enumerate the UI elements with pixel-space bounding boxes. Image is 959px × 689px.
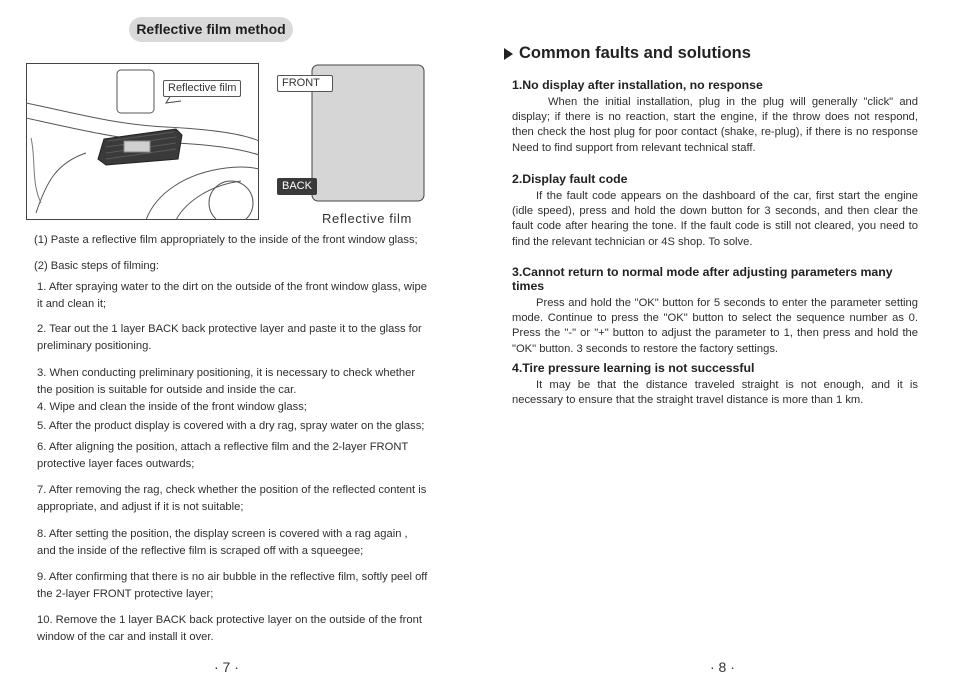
section-title-pill: Reflective film method [129,17,293,42]
front-tag: FRONT [277,75,333,92]
page-title-text: Common faults and solutions [519,44,751,62]
fault-heading: 4.Tire pressure learning is not successful [512,361,755,375]
page-number-left: · 7 · [214,659,239,675]
list-item: 5. After the product display is covered with a dry rag, spray water on the glass; [37,420,425,432]
fault-heading: 3.Cannot return to normal mode after adjusting parameters many times [512,265,893,293]
fault-section [512,361,918,408]
list-item: 6. After aligning the position, attach a reflective film and the 2-layer FRONT protective layer faces outwards; [37,441,409,470]
list-item: 9. After confirming that there is no air bubble in the reflective film, softly peel off the 2-layer FRONT protective layer; [37,571,428,600]
fault-body: It may be that the distance traveled straight is not enough, and it is necessary to ensure that the straight travel distance is more than 1 km. [512,379,918,407]
fault-heading: 2.Display fault code [512,172,628,186]
page-number-right: · 8 · [710,659,735,675]
instruction-list [34,0,426,689]
list-item: (1) Paste a reflective film appropriately to the inside of the front window glass; [34,234,418,246]
triangle-bullet-icon [504,48,513,60]
page-title [504,44,751,63]
film-caption: Reflective film [322,211,412,226]
list-item: 10. Remove the 1 layer BACK back protective layer on the outside of the front window of the car and install it over. [37,614,422,643]
fault-body: When the initial installation, plug in the plug will generally "click" and display; if there is no reaction, start the engine, if the throw does not respond, then check the host plug for poor contact (shake, re-plug), if there is no response Need to find support from relevant technical staff. [512,96,918,154]
list-item: 3. When conducting preliminary positioning, it is necessary to check whether the position is suitable for outside and inside the car. [37,367,416,396]
list-item: 2. Tear out the 1 layer BACK back protective layer and paste it to the glass for preliminary positioning. [37,323,422,352]
list-item: 1. After spraying water to the dirt on the outside of the front window glass, wipe it and clean it; [37,281,427,310]
list-item: 8. After setting the position, the display screen is covered with a rag again , and the inside of the reflective film is scraped off with a squeegee; [37,528,408,557]
list-item: 4. Wipe and clean the inside of the front window glass; [37,401,307,413]
back-tag: BACK [277,178,317,195]
fault-body: If the fault code appears on the dashboard of the car, first start the engine (idle speed), press and hold the down button for 3 seconds, and then clear the fault code after hearing the tone. If the fault code is still not cleared, you need to find the relevant technician or 4S shop. To solve. [512,190,918,248]
fault-heading: 1.No display after installation, no response [512,78,763,92]
fault-body: Press and hold the "OK" button for 5 seconds to enter the parameter setting mode. Continue to press the "OK" button to select the sequence number as 0. Press the "-" or "+" button to adjust the parameter to 1, then press and hold the "OK" button. 3 seconds to restore the factory settings. [512,297,918,355]
list-item: 7. After removing the rag, check whether the position of the reflected content is appropriate, and adjust if it is not suitable; [37,484,427,513]
reflective-film-tag: Reflective film [163,80,241,97]
list-item: (2) Basic steps of filming: [34,260,159,272]
fault-section [512,172,918,250]
fault-section [512,265,918,357]
fault-section [512,78,918,156]
